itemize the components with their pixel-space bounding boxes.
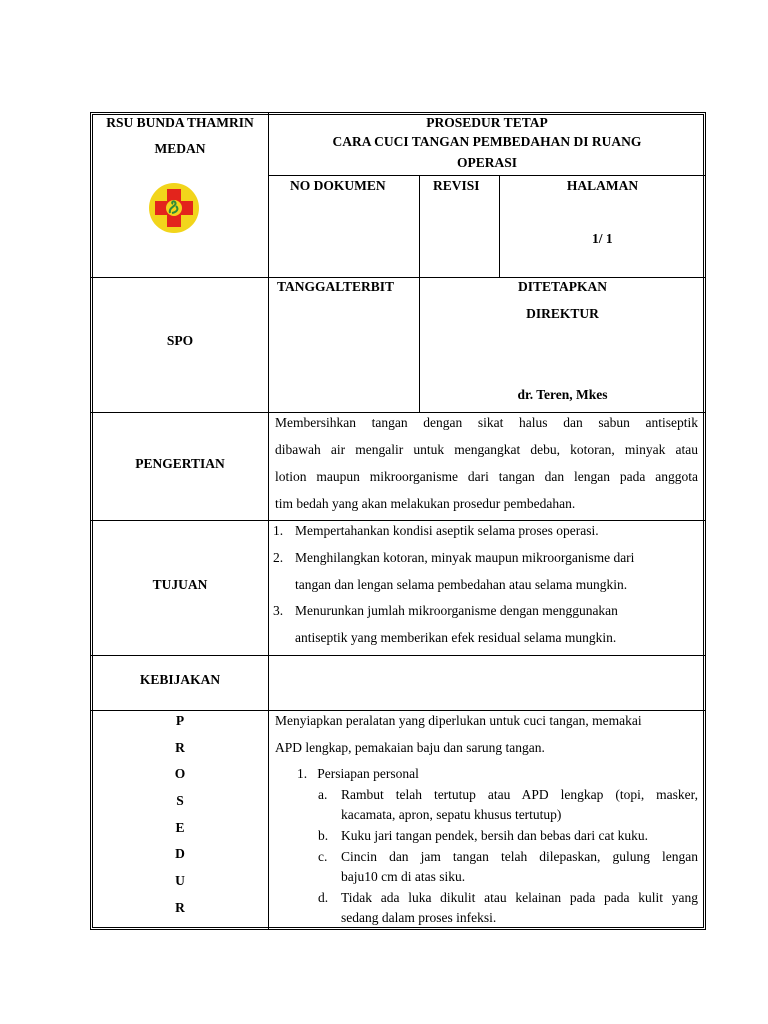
pengertian-text-line: lotion maupun mikroorganisme dari tangan dan lengan pada anggota — [275, 469, 698, 484]
spo-label: SPO — [166, 333, 194, 348]
tujuan-item-number: 1. — [273, 523, 284, 538]
column-divider — [268, 113, 269, 930]
tujuan-label: TUJUAN — [152, 577, 208, 592]
prosedur-subitem-letter: c. — [318, 849, 328, 864]
prosedur-letter: R — [175, 900, 185, 915]
kebijakan-label: KEBIJAKAN — [139, 672, 221, 687]
ditetapkan-label: DITETAPKAN — [517, 279, 607, 294]
tanggal-terbit-label: TANGGALTERBIT — [277, 279, 395, 294]
prosedur-step-heading: 1. Persiapan personal — [297, 766, 419, 781]
row-divider — [91, 655, 705, 656]
pengertian-text-line: dibawah air mengalir untuk mengangkat debu, kotoran, minyak atau — [275, 442, 698, 457]
prosedur-subitem-text: baju10 cm di atas siku. — [341, 869, 466, 884]
pengertian-label: PENGERTIAN — [135, 456, 225, 471]
hospital-city: MEDAN — [154, 141, 206, 156]
doc-title-line3: OPERASI — [456, 155, 517, 170]
tujuan-item-text: Mempertahankan kondisi aseptik selama proses operasi. — [295, 523, 599, 538]
tujuan-item-text: Menghilangkan kotoran, minyak maupun mikroorganisme dari — [295, 550, 635, 565]
row-divider — [91, 412, 705, 413]
prosedur-subitem-text: Rambut telah tertutup atau APD lengkap (topi, masker, — [341, 787, 698, 802]
row-divider — [91, 710, 705, 711]
prosedur-letter: S — [176, 793, 184, 808]
tujuan-item-number: 3. — [273, 603, 284, 618]
prosedur-letter: D — [175, 846, 185, 861]
director-name: dr. Teren, Mkes — [517, 387, 608, 402]
prosedur-letter: R — [175, 740, 185, 755]
prosedur-subitem-letter: b. — [318, 828, 329, 843]
row-divider — [268, 175, 705, 176]
pengertian-text-line: tim bedah yang akan melakukan prosedur pembedahan. — [275, 496, 576, 511]
hospital-name: RSU BUNDA THAMRIN — [106, 115, 254, 130]
prosedur-intro-line: Menyiapkan peralatan yang diperlukan untuk cuci tangan, memakai — [275, 713, 642, 728]
pengertian-text-line: Membersihkan tangan dengan sikat halus dan sabun antiseptik — [275, 415, 698, 430]
prosedur-intro-line: APD lengkap, pemakaian baju dan sarung tangan. — [275, 740, 545, 755]
no-dokumen-label: NO DOKUMEN — [290, 178, 386, 193]
halaman-label: HALAMAN — [566, 178, 639, 193]
doc-title-line2: CARA CUCI TANGAN PEMBEDAHAN DI RUANG — [332, 134, 642, 149]
prosedur-subitem-text: sedang dalam proses infeksi. — [341, 910, 497, 925]
prosedur-letter: P — [175, 713, 185, 728]
prosedur-subitem-text: Tidak ada luka dikulit atau kelainan pada pada kulit yang — [341, 890, 698, 905]
tujuan-item-number: 2. — [273, 550, 284, 565]
tujuan-item-text: antiseptik yang memberikan efek residual selama mungkin. — [295, 630, 617, 645]
halaman-value: 1/ 1 — [592, 231, 613, 246]
row-divider — [91, 520, 705, 521]
direktur-label: DIREKTUR — [526, 306, 599, 321]
doc-title-line1: PROSEDUR TETAP — [426, 115, 548, 130]
prosedur-subitem-letter: d. — [318, 890, 329, 905]
prosedur-subitem-text: kacamata, apron, sepatu khusus tertutup) — [341, 807, 562, 822]
prosedur-letter: E — [175, 820, 185, 835]
prosedur-subitem-text: Kuku jari tangan pendek, bersih dan bebas dari cat kuku. — [341, 828, 649, 843]
prosedur-letter: O — [174, 766, 186, 781]
tujuan-item-text: tangan dan lengan selama pembedahan atau selama mungkin. — [295, 577, 628, 592]
tujuan-item-text: Menurunkan jumlah mikroorganisme dengan menggunakan — [295, 603, 618, 618]
hospital-logo-icon — [148, 182, 200, 234]
prosedur-letter: U — [175, 873, 185, 888]
prosedur-subitem-letter: a. — [318, 787, 328, 802]
prosedur-subitem-text: Cincin dan jam tangan telah dilepaskan, gulung lengan — [341, 849, 698, 864]
revisi-label: REVISI — [433, 178, 480, 193]
